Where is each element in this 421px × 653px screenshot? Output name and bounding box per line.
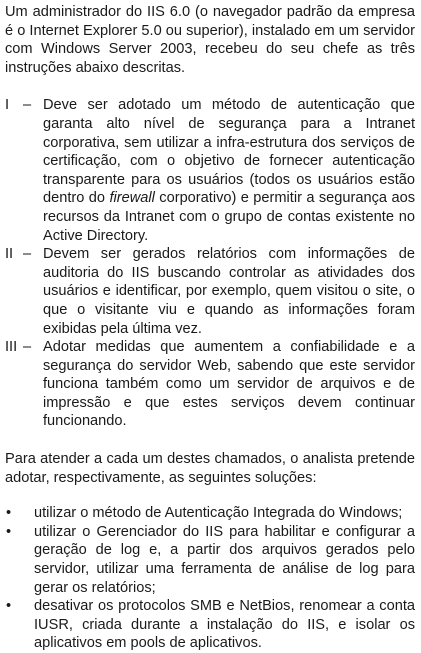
bullet-icon: •	[6, 505, 12, 522]
instruction-dash: –	[23, 246, 32, 263]
instruction-text-part: Deve ser adotado um método de autenticação que garanta alto nível de segurança para a Intranet corporativa, sem utilizar a infra-estrutura dos serviços de certificação, com o objetivo de fornecer autenticação transparente para os usuários (todos os usuários estão dentro do	[43, 97, 415, 207]
bullet-icon: •	[6, 523, 12, 540]
solution-text: desativar os protocolos SMB e NetBios, renomear a conta IUSR, criada durante a instalação do IIS, e isolar os aplicativos em pools de aplicativos.	[34, 598, 415, 652]
instruction-numeral: I	[5, 97, 10, 114]
bullet-icon: •	[6, 598, 12, 615]
instruction-item	[5, 245, 415, 338]
instruction-list	[5, 96, 415, 431]
solution-item	[5, 523, 415, 597]
solution-list	[5, 504, 415, 653]
intro-paragraph: Um administrador do IIS 6.0 (o navegador padrão da empresa é o Internet Explorer 5.0 ou superior), instalado em um servidor com Windows Server 2003, recebeu do seu chefe as três instruções abaixo descritas.	[5, 4, 415, 76]
instruction-numeral: III	[5, 339, 18, 356]
instruction-text: Adotar medidas que aumentem a confiabilidade e a segurança do servidor Web, sabendo que este servidor funciona também como um servidor de arquivos e de impressão e que estes serviços devem continuar funcionando.	[43, 339, 415, 430]
solution-text: utilizar o método de Autenticação Integrada do Windows;	[34, 505, 403, 522]
instruction-dash: –	[23, 97, 32, 114]
instruction-text	[43, 96, 415, 245]
instruction-item	[5, 96, 415, 245]
question-paragraph: Para atender a cada um destes chamados, o analista pretende adotar, respectivamente, as seguintes soluções:	[5, 451, 415, 486]
solution-text: utilizar o Gerenciador do IIS para habilitar e configurar a geração de log e, a partir dos arquivos gerados pelo servidor, utilizar uma ferramenta de análise de log para gerar os relatórios;	[34, 523, 415, 596]
solution-item	[5, 597, 415, 653]
solution-item	[5, 504, 415, 523]
instruction-item	[5, 338, 415, 431]
instruction-text-italic: firewall	[109, 190, 155, 207]
question-document	[5, 3, 415, 653]
instruction-text: Devem ser gerados relatórios com informações de auditoria do IIS buscando controlar as atividades dos usuários e identificar, por exemplo, quem visitou o site, o que o visitante viu e quando as informações foram exibidas pela última vez.	[43, 246, 415, 337]
instruction-text-part: corporativo) e permitir a segurança aos recursos da Intranet com o grupo de contas existente no Active Directory.	[43, 190, 415, 244]
instruction-dash: –	[23, 339, 32, 356]
instruction-numeral: II	[5, 246, 14, 263]
